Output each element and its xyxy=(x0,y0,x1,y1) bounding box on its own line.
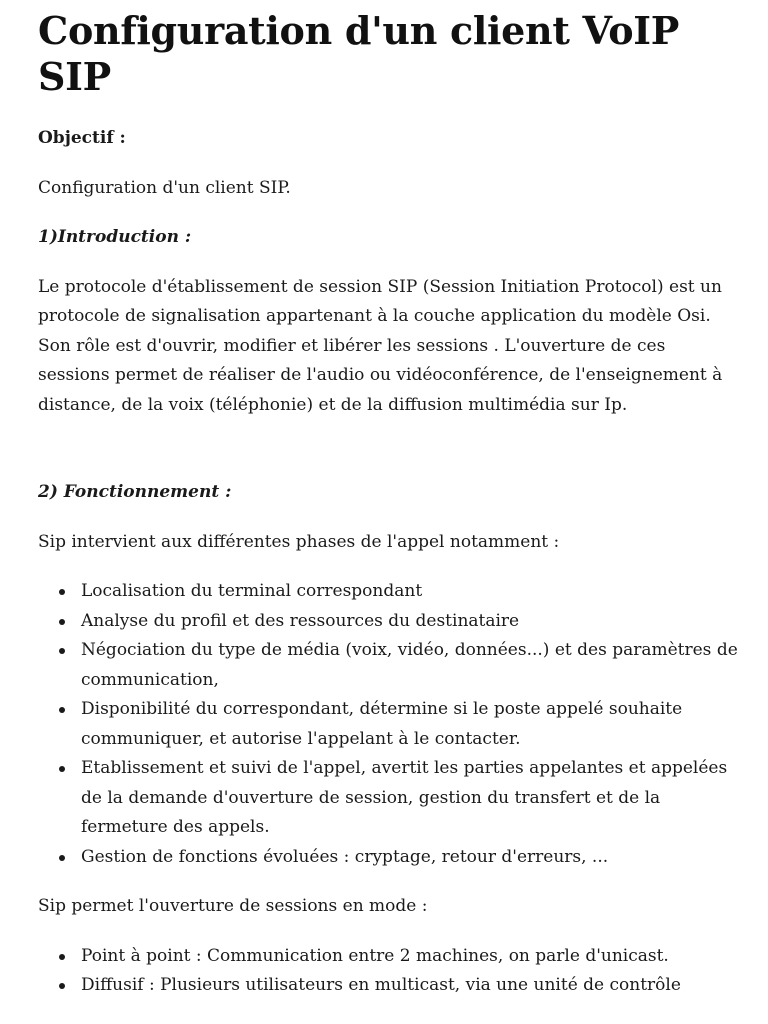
list-item-text: Point à point : Communication entre 2 machines, on parle d'unicast. xyxy=(81,945,669,966)
list-item xyxy=(81,843,738,873)
list-item xyxy=(81,607,738,637)
section-introduction-title: 1)Introduction : xyxy=(38,227,192,247)
bullet-icon xyxy=(59,766,65,772)
list-item-text: Diffusif : Plusieurs utilisateurs en multicast, via une unité de contrôle xyxy=(81,975,681,995)
list-item xyxy=(81,971,738,1001)
bullet-icon xyxy=(59,589,65,595)
list-item xyxy=(81,754,738,843)
phases-list xyxy=(38,577,738,872)
list-item xyxy=(81,695,738,754)
section-spacer xyxy=(38,440,738,478)
modes-list xyxy=(38,942,738,1001)
document-page xyxy=(38,8,738,1021)
objective-text: Configuration d'un client SIP. xyxy=(38,177,291,198)
bullet-icon xyxy=(59,855,65,861)
bullet-icon xyxy=(59,707,65,713)
bullet-icon xyxy=(59,648,65,654)
modes-intro: Sip permet l'ouverture de sessions en mode : xyxy=(38,896,428,916)
list-item-text: Localisation du terminal correspondant xyxy=(81,581,423,601)
section-fonctionnement-title: 2) Fonctionnement : xyxy=(38,482,232,502)
page-title: Configuration d'un client VoIP SIP xyxy=(38,8,680,99)
bullet-icon xyxy=(59,619,65,625)
introduction-paragraph: Le protocole d'établissement de session SIP (Session Initiation Protocol) est un protocole de signalisation appartenant à la couche application du modèle Osi. Son rôle est d'ouvrir, modifier et libérer les sessions . L'ouverture de ces sessions permet de réaliser de l'audio ou vidéoconférence, de l'enseignement à distance, de la voix (téléphonie) et de la diffusion multimédia sur Ip. xyxy=(38,276,723,415)
list-item xyxy=(81,577,738,607)
objective-label: Objectif : xyxy=(38,128,126,148)
bullet-icon xyxy=(59,983,65,989)
list-item-text: Gestion de fonctions évoluées : cryptage, retour d'erreurs, ... xyxy=(81,846,609,867)
list-item xyxy=(81,942,738,972)
list-item xyxy=(81,636,738,695)
phases-intro: Sip intervient aux différentes phases de l'appel notamment : xyxy=(38,531,560,552)
list-item-text: Disponibilité du correspondant, détermine si le poste appelé souhaite communiquer, et autorise l'appelant à le contacter. xyxy=(81,699,683,749)
list-item-text: Etablissement et suivi de l'appel, avertit les parties appelantes et appelées de la demande d'ouverture de session, gestion du transfert et de la fermeture des appels. xyxy=(81,758,728,837)
list-item-text: Analyse du profil et des ressources du destinataire xyxy=(81,610,520,631)
list-item-text: Négociation du type de média (voix, vidéo, données...) et des paramètres de communication, xyxy=(81,640,738,690)
bullet-icon xyxy=(59,954,65,960)
